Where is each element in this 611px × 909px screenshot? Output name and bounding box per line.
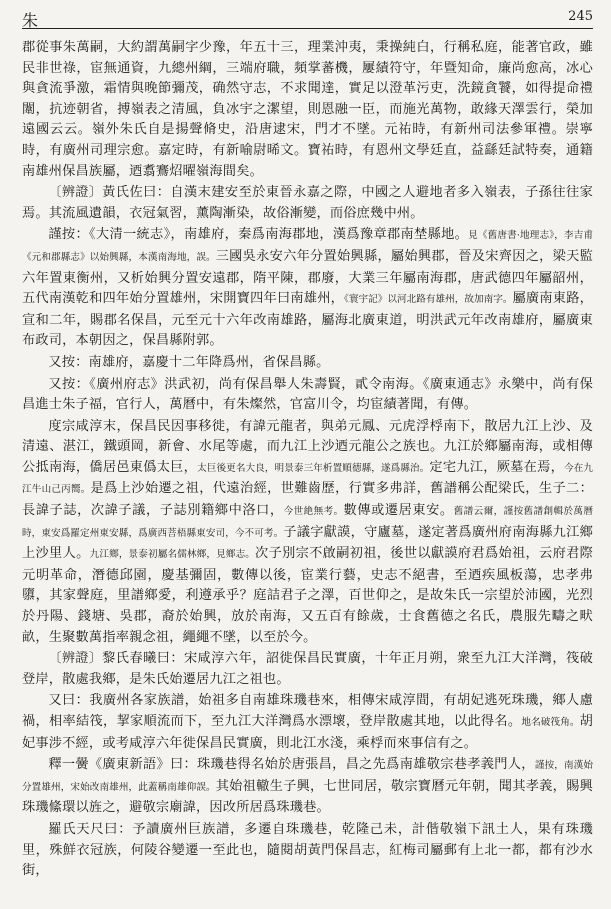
paragraph-text: 黃氏佐曰：自漢末建安至於東晉永嘉之際，中國之人避地者多入嶺表，子孫往往家焉。其流風遺韻，衣冠氣習，薰陶漸染，故俗漸變，而俗庶幾中州。 — [22, 185, 593, 221]
paragraph-text: 屬廣南東路，宣和二年，賜郡名保昌，元至元十六年改南雄路，屬海北廣東道，明洪武元年改南雄府，屬廣東布政司，本朝因之，保昌縣附郭。 — [22, 291, 593, 349]
inline-annotation: 太巨後更名大良，明景泰三年析置順德縣，遂爲縣治。 — [197, 462, 430, 474]
page-number: 245 — [568, 9, 593, 24]
paragraph-p9 — [22, 755, 593, 819]
inline-annotation: 舊譜云爾，謹按舊譜創輯於萬曆時，東安爲羅定州東安縣，爲廣西菩梧縣東安司，今不可考。 — [22, 506, 594, 539]
inline-annotation: 今在九江牛山己丙嚮。 — [22, 462, 594, 496]
paragraph-text: 釋一黌《廣東新語》曰：珠璣巷得名始於唐張昌，昌之先爲南雄敬宗巷孝義門人， — [48, 757, 535, 773]
paragraph-text: 度宗咸淳末，保昌民因事移徙，有諱元龍者，與弟元鳳、元虎浮桴南下，散居九江上沙、及清遠、湛江，鐵頭岡，新會、水尾等處，而九江上沙迺元龍公之族也。九江於鄉屬南海，或相傳公抵南海，僑居邑東僞太巨， — [22, 418, 593, 475]
paragraph-p3 — [22, 225, 593, 352]
inline-annotation: 《寰宇記》以河北路有雄州，故加南字。 — [344, 294, 513, 306]
paragraph-text: 定宅九江，厥墓在焉， — [429, 459, 565, 475]
inline-annotation: 九江鄉，景泰初屬名儒林鄉，見鄉志。 — [89, 549, 256, 561]
document-body — [22, 38, 593, 899]
paragraph-text: 羅氏天尺曰：予讀廣州巨族譜，多遷自珠璣巷，乾隆己未，計偕敬嶺下訊土人，果有珠璣里，殊鮮衣冠族，何陵谷變遷一至此也，隨閱胡黃門保昌志，紅梅司屬郵有上北一都，都有沙水街， — [22, 821, 593, 879]
paragraph-text: 又按：南雄府，嘉慶十二年降爲州，省保昌縣。 — [48, 354, 330, 370]
paragraph-text: 胡妃事涉不經，或考咸淳六年徙保昌民實廣，則北江水淺，乘桴而來事信有之。 — [22, 714, 593, 751]
inline-annotation: 地名破筏角。 — [521, 717, 580, 728]
paragraph-p8 — [22, 691, 593, 754]
inline-annotation: 今世絶無考。 — [283, 506, 344, 518]
paragraph-text: 其始祖轍生子興，七世同居，敬宗寶曆元年朝，聞其孝義，賜興珠璣絛環以旌之，避敬宗廟諱，因改所居爲珠璣巷。 — [22, 778, 594, 816]
paragraph-text: 數傳或遷居東安。 — [343, 503, 454, 519]
paragraph-p1 — [22, 38, 593, 182]
paragraph-text: 郡從事朱萬嗣，大約謂萬嗣字少豫，年五十三，理業沖夷，秉操純白，行稱私庭，能著官政，雖民非世祿，宦無通資，九總州綱，三端府職，頻掌蕃機，屢績符守，年暨知命，廉尚愈高，冰心與貪流爭激，霜情與晚節彌茂，确然守志，不求聞達，實足以澄革污吏，洗鏡貪饕，如得提命禮闈，抗迹朝省，搏嶺表之清風，負冰宇之潔望，則恩融一臣，而施光萬物，敢緣天澤雲行，榮加遠國云云。嶺外朱氏自是揚聲脩史，沿唐逮宋，門才不墜。元祐時，有新州司法參軍禮。崇寧時，有廣州司理宗愈。嘉定時，有新喻尉晞文。寶祐時，有恩州文學廷直，益繇廷試特奏，通籍南雄州保昌族屬，迺翥鶱炤曜嶺海間矣。 — [22, 40, 593, 179]
paragraph-text: 又按：《廣州府志》洪武初，尚有保昌舉人朱壽賢，貳令南海。《廣東通志》永樂中，尚有保昌進士朱子福，官行人，萬曆中，有朱燦然，官富川令，均宦績著聞，有傳。 — [22, 376, 593, 413]
paragraph-text: 三國吳永安六年分置始興縣，屬始興郡，晉及宋齊因之，梁天監六年置東衡州，又析始興分置安遠郡，隋平陳，郡廢，大業三年屬南海郡，唐武德四年屬韶州，五代南漢乾和四年始分置雄州，宋開寶四年曰南雄州， — [22, 248, 594, 307]
paragraph-text: 又曰：我廣州各家族譜，始祖多自南雄珠璣巷來，相傳宋咸淳間，有胡妃逃死珠璣，鄉人慮禍，相率結筏，挈家順流而下，至九江大洋灣爲水漂壞，登岸散處其地，以此得名。 — [22, 693, 593, 729]
page-header — [22, 6, 593, 29]
paragraph-p2 — [22, 183, 593, 224]
running-head-title: 朱 — [22, 11, 39, 30]
paragraph-text: 謹按：《大清一統志》，南雄府，秦爲南海郡地，漢爲豫章郡南埜縣地。 — [48, 227, 469, 243]
paragraph-text: 次子別宗不啟嗣初祖，後世以獻謨府君爲始祖，云府君際元明革命，潛德邱園，慶基彌固，數傳以後，宦業行藝，史志不絕書，至迺疾風板蕩，忠孝弗隳，其家聲庭，里譜鄉愛，利遵承乎？庭詰君子之澤，百世仰之，是故朱氏一宗望於沛國，光烈於丹陽、錢塘、吳郡，裔於始興，放於南海，又五百有餘歲，士食舊德之名氏，農服先疇之畎畝，生聚數萬指率親念祖，繩繩不墜，以至於今。 — [22, 546, 594, 645]
inline-annotation: 謹按，南漢始分置雄州，宋始改南雄州，此蓋稱南雄仰誤。 — [22, 760, 593, 793]
paragraph-p6 — [22, 417, 593, 649]
paragraph-text: 黎氏春曦曰：宋咸淳六年，詔徙保昌民實廣，十年正月朔，衆至九江大洋灣，筏破登岸，散處我鄉，是朱氏始遷居九江之祖也。 — [22, 651, 593, 687]
paragraph-p7 — [22, 649, 593, 690]
section-tag: 〔辨證〕 — [48, 185, 103, 201]
inline-annotation: 見《舊唐書·地理志》，李吉甫《元和郡縣志》以始興縣，本漢南海地，誤。 — [22, 230, 593, 263]
paragraph-text: 是爲上沙始遷之祖，代遠治經，世難齒歷，行實多弗詳，舊譜稱公配梁氏，生子二：長諱子誌，次諱子議，子誌別籍鄉中洛口， — [22, 481, 593, 519]
paragraph-text: 子議字獻謨，守廬墓，遂定著爲廣州府南海縣九江鄉上沙里人。 — [22, 524, 593, 562]
section-tag: 〔辨證〕 — [48, 651, 103, 667]
paragraph-p10 — [22, 820, 593, 882]
paragraph-p5 — [22, 375, 593, 416]
paragraph-p4 — [22, 353, 593, 374]
